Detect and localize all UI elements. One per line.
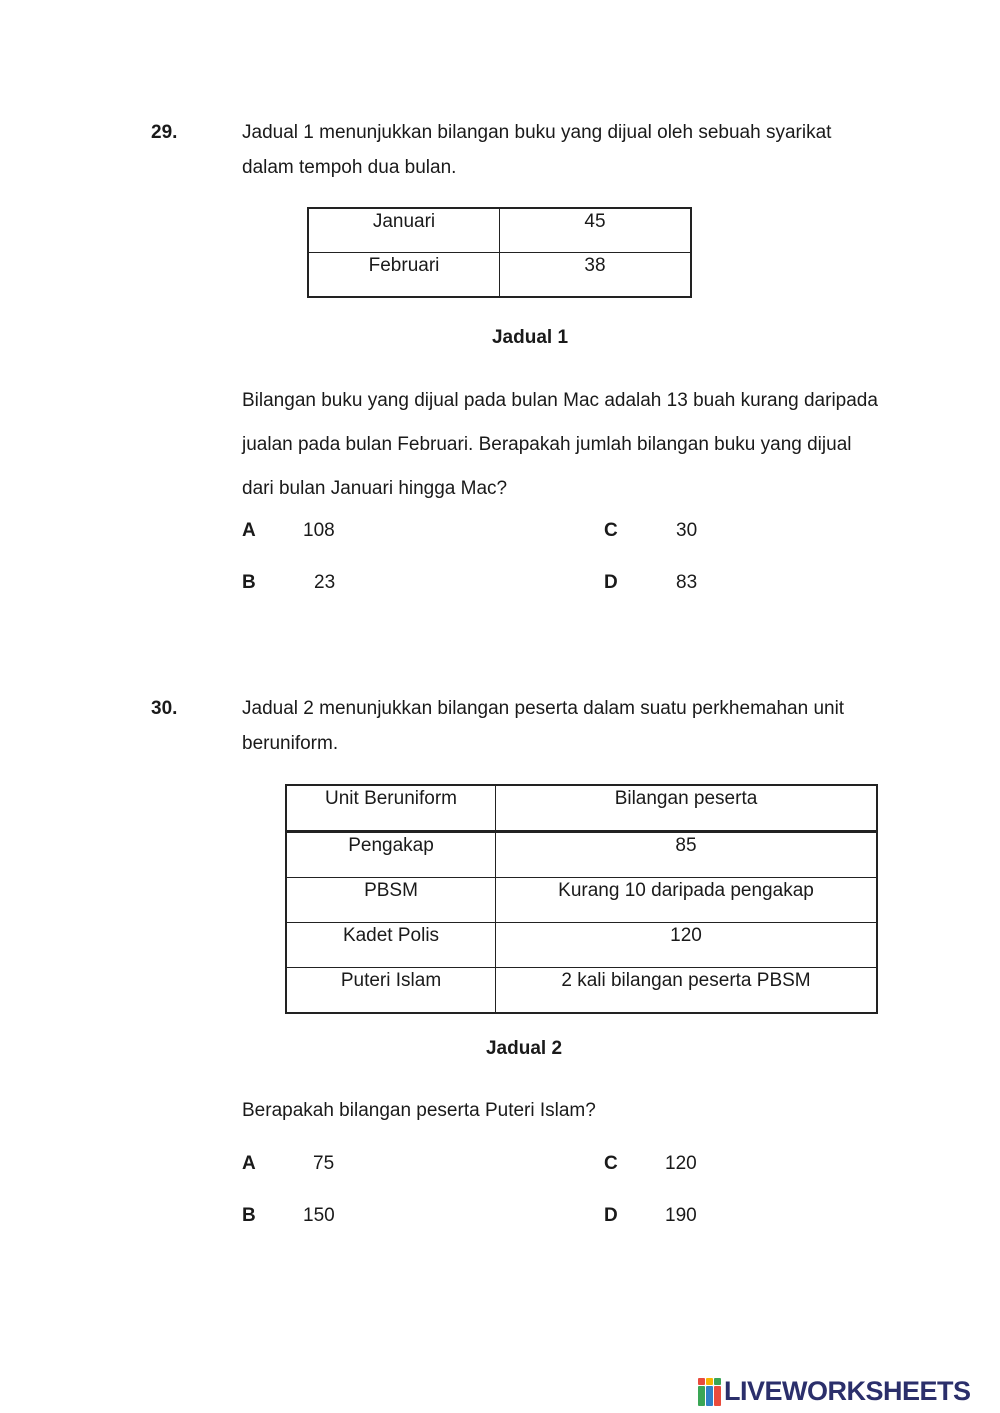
table-cell: Pengakap — [286, 832, 496, 878]
table-cell: PBSM — [286, 878, 496, 923]
table-row — [286, 832, 877, 878]
option-value: 30 — [676, 520, 698, 541]
option-30-c[interactable] — [604, 1153, 724, 1177]
logo-text: LIVEWORKSHEETS — [724, 1376, 971, 1406]
table-cell: 45 — [500, 208, 692, 253]
option-letter: C — [604, 1153, 618, 1174]
option-value: 108 — [303, 520, 335, 541]
option-letter: B — [242, 572, 256, 593]
table-row — [286, 968, 877, 1014]
option-letter: B — [242, 1205, 256, 1226]
table-header-cell: Unit Beruniform — [286, 785, 496, 832]
option-letter: A — [242, 520, 256, 541]
table-row — [308, 253, 691, 298]
table-row — [308, 208, 691, 253]
option-letter: D — [604, 1205, 618, 1226]
option-letter: C — [604, 520, 618, 541]
question-30-intro: Jadual 2 menunjukkan bilangan peserta dalam suatu perkhemahan unit beruniform. — [242, 698, 845, 754]
table-2 — [285, 784, 878, 1014]
option-30-d[interactable] — [604, 1205, 724, 1229]
table-cell: 38 — [500, 253, 692, 298]
question-30-text: Berapakah bilangan peserta Puteri Islam? — [242, 1100, 596, 1121]
option-letter: D — [604, 572, 618, 593]
table-cell: 2 kali bilangan peserta PBSM — [496, 968, 878, 1014]
table-2-caption: Jadual 2 — [485, 1038, 563, 1059]
liveworksheets-logo — [698, 1376, 971, 1407]
option-29-a[interactable] — [242, 520, 362, 544]
table-1-caption: Jadual 1 — [491, 327, 569, 348]
table-1 — [307, 207, 692, 298]
option-value: 83 — [676, 572, 698, 593]
table-header-row — [286, 785, 877, 832]
option-value: 75 — [313, 1153, 335, 1174]
liveworksheets-icon — [698, 1378, 722, 1406]
table-cell: Januari — [308, 208, 500, 253]
option-value: 150 — [303, 1205, 335, 1226]
option-value: 23 — [314, 572, 336, 593]
table-cell: Februari — [308, 253, 500, 298]
table-row — [286, 878, 877, 923]
question-29-intro: Jadual 1 menunjukkan bilangan buku yang dijual oleh sebuah syarikat dalam tempoh dua bulan. — [242, 122, 832, 178]
option-value: 120 — [665, 1153, 697, 1174]
table-cell: Kurang 10 daripada pengakap — [496, 878, 878, 923]
option-30-b[interactable] — [242, 1205, 362, 1229]
option-29-c[interactable] — [604, 520, 724, 544]
table-header-cell: Bilangan peserta — [496, 785, 878, 832]
table-row — [286, 923, 877, 968]
table-cell: 85 — [496, 832, 878, 878]
table-cell: Puteri Islam — [286, 968, 496, 1014]
question-29-text: Bilangan buku yang dijual pada bulan Mac adalah 13 buah kurang daripada jualan pada bulan Februari. Berapakah jumlah bilangan buku yang dijual dari bulan Januari hingga Mac? — [242, 390, 878, 499]
option-29-b[interactable] — [242, 572, 362, 596]
option-29-d[interactable] — [604, 572, 724, 596]
table-cell: Kadet Polis — [286, 923, 496, 968]
option-30-a[interactable] — [242, 1153, 362, 1177]
option-value: 190 — [665, 1205, 697, 1226]
question-29-number: 29. — [151, 122, 178, 143]
table-cell: 120 — [496, 923, 878, 968]
question-30-number: 30. — [151, 698, 178, 719]
option-letter: A — [242, 1153, 256, 1174]
